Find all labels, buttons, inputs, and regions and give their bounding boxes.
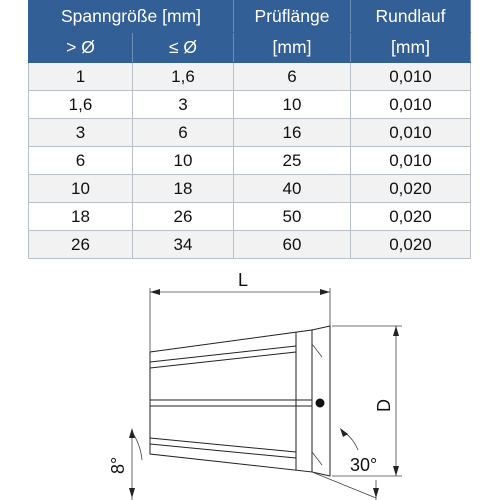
hatch-line — [312, 344, 322, 357]
table-row — [29, 203, 471, 231]
hatch-line — [312, 452, 322, 465]
header-prueflaenge: Prüflänge — [234, 1, 351, 33]
test-spec-table — [28, 0, 471, 259]
cell-rundlauf: 0,020 — [351, 175, 471, 203]
cell-min: 3 — [29, 119, 133, 147]
label-D: D — [374, 399, 394, 412]
label-L: L — [238, 270, 249, 290]
arrow-icon — [129, 428, 135, 438]
cell-max: 1,6 — [133, 63, 234, 91]
cell-max: 26 — [133, 203, 234, 231]
cell-prueflaenge: 10 — [234, 91, 351, 119]
cell-rundlauf: 0,020 — [351, 231, 471, 259]
cell-prueflaenge: 16 — [234, 119, 351, 147]
cell-min: 10 — [29, 175, 133, 203]
cell-rundlauf: 0,020 — [351, 203, 471, 231]
cell-max: 3 — [133, 91, 234, 119]
header-rundlauf-unit: [mm] — [351, 33, 471, 63]
cell-max: 10 — [133, 147, 234, 175]
cell-prueflaenge: 50 — [234, 203, 351, 231]
header-spann-max: ≤ Ø — [133, 33, 234, 63]
arrow-icon — [320, 289, 330, 295]
cell-prueflaenge: 25 — [234, 147, 351, 175]
cell-max: 6 — [133, 119, 234, 147]
cell-max: 34 — [133, 231, 234, 259]
header-spanngroesse: Spanngröße [mm] — [29, 1, 234, 33]
cell-min: 26 — [29, 231, 133, 259]
arrow-icon — [393, 466, 399, 476]
cell-prueflaenge: 40 — [234, 175, 351, 203]
table-row — [29, 91, 471, 119]
collet-outline — [150, 330, 312, 472]
header-prueflaenge-unit: [mm] — [234, 33, 351, 63]
arrow-icon — [129, 488, 135, 498]
cell-max: 18 — [133, 175, 234, 203]
slot-line — [150, 438, 296, 452]
cell-min: 18 — [29, 203, 133, 231]
table-row — [29, 231, 471, 259]
cell-prueflaenge: 60 — [234, 231, 351, 259]
table-row — [29, 119, 471, 147]
cell-rundlauf: 0,010 — [351, 63, 471, 91]
cell-rundlauf: 0,010 — [351, 91, 471, 119]
slot-line — [150, 444, 296, 458]
arrow-icon — [340, 428, 348, 437]
cell-rundlauf: 0,010 — [351, 119, 471, 147]
header-rundlauf: Rundlauf — [351, 1, 471, 33]
label-30-deg: 30° — [350, 455, 378, 475]
arrow-icon — [393, 326, 399, 336]
arrow-icon — [150, 289, 160, 295]
table-row — [29, 147, 471, 175]
collet-drawing — [0, 262, 500, 500]
cell-min: 1,6 — [29, 91, 133, 119]
center-dot — [316, 399, 325, 408]
cell-min: 6 — [29, 147, 133, 175]
table-row — [29, 175, 471, 203]
header-spann-min: > Ø — [29, 33, 133, 63]
arrow-icon — [373, 488, 379, 498]
cell-min: 1 — [29, 63, 133, 91]
cell-prueflaenge: 6 — [234, 63, 351, 91]
cell-rundlauf: 0,010 — [351, 147, 471, 175]
label-8-deg: 8° — [108, 456, 128, 474]
table-row — [29, 63, 471, 91]
